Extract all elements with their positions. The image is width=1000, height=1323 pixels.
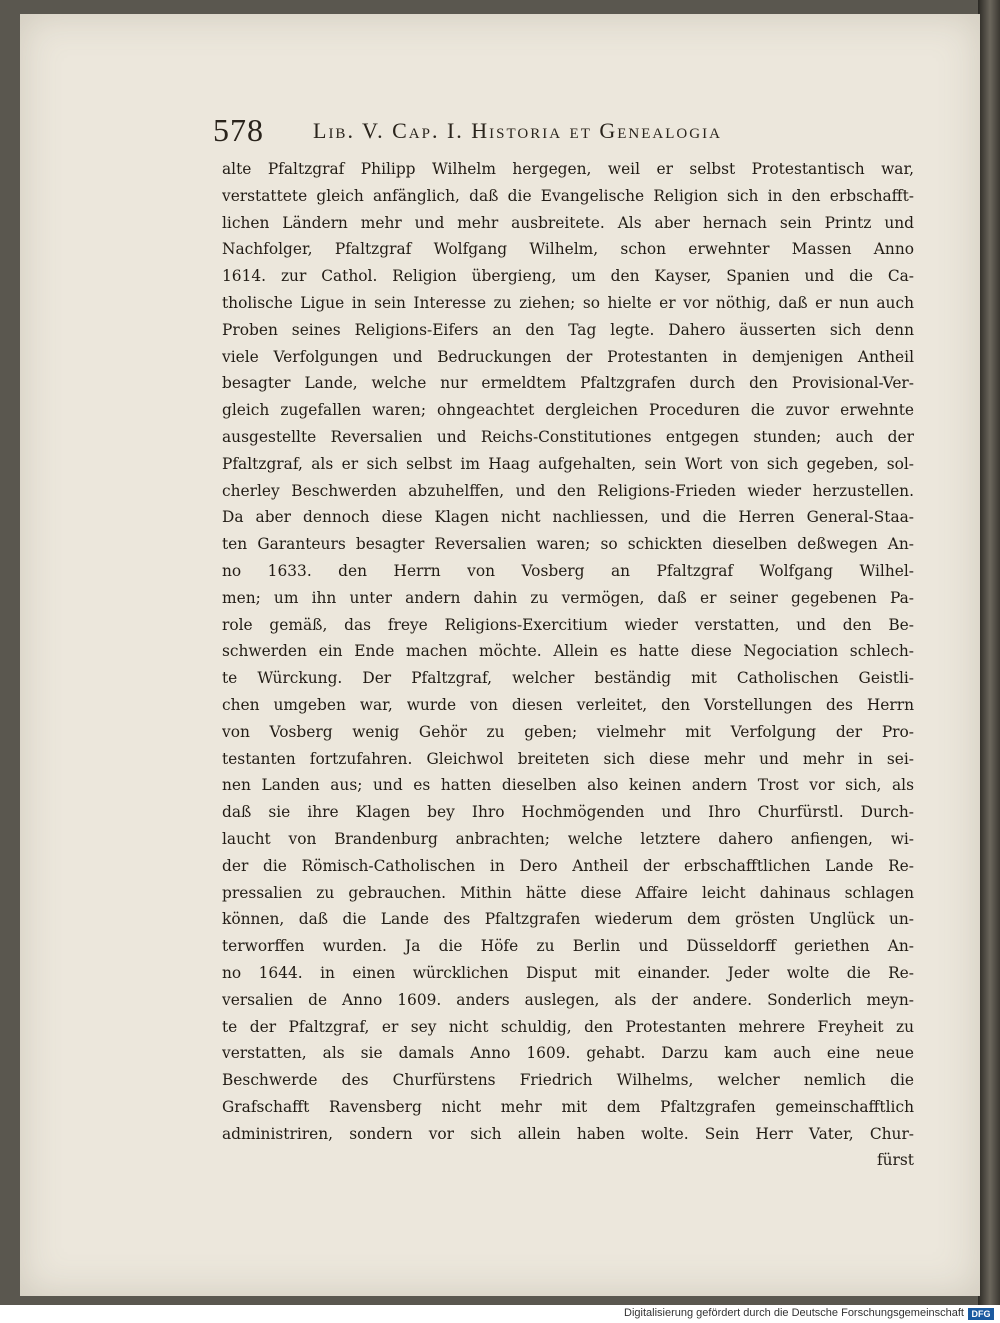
text-line: der die Römisch-Catholischen in Dero Antheil der erbschafftlichen Lande Re- [222, 856, 914, 875]
text-line: daß sie ihre Klagen bey Ihro Hochmögenden und Ihro Churfürstl. Durch- [222, 803, 914, 822]
text-line: von Vosberg wenig Gehör zu geben; vielmehr mit Verfolgung der Pro- [222, 722, 914, 741]
page-number: 578 [213, 112, 264, 148]
text-line: Pfaltzgraf, als er sich selbst im Haag aufgehalten, sein Wort von sich gegeben, sol- [222, 454, 914, 473]
text-line: verstattete gleich anfänglich, daß die Evangelische Religion sich in den erbschafft- [222, 186, 914, 205]
text-line: no 1644. in einen würcklichen Disput mit einander. Jeder wolte die Re- [222, 963, 914, 982]
text-line: pressalien zu gebrauchen. Mithin hätte diese Affaire leicht dahinaus schlagen [222, 883, 914, 902]
text-line: chen umgeben war, wurde von diesen verleitet, den Vorstellungen des Herrn [222, 695, 914, 714]
page-header [213, 112, 933, 152]
text-line: te Würckung. Der Pfaltzgraf, welcher beständig mit Catholischen Geistli- [222, 669, 914, 688]
text-line: viele Verfolgungen und Bedruckungen der Protestanten in demjenigen Antheil [222, 347, 914, 366]
text-line: gleich zugefallen waren; ohngeachtet dergleichen Proceduren die zuvor erwehnte [222, 401, 914, 420]
text-line: role gemäß, das freye Religions-Exercitium wieder verstatten, und den Be- [222, 615, 914, 634]
text-line: ausgestellte Reversalien und Reichs-Constitutiones entgegen stunden; auch der [222, 427, 914, 446]
text-line: laucht von Brandenburg anbrachten; welche letztere dahero anfiengen, wi- [222, 829, 914, 848]
text-line: können, daß die Lande des Pfaltzgrafen wiederum dem grösten Unglück un- [222, 910, 914, 929]
text-line: administriren, sondern vor sich allein haben wolte. Sein Herr Vater, Chur- [222, 1124, 914, 1143]
text-line: Grafschafft Ravensberg nicht mehr mit dem Pfaltzgrafen gemeinschafftlich [222, 1097, 914, 1116]
text-line: tholische Ligue in sein Interesse zu ziehen; so hielte er vor nöthig, daß er nun auch [222, 293, 914, 312]
text-line: besagter Lande, welche nur ermeldtem Pfaltzgrafen durch den Provisional-Ver- [222, 374, 914, 393]
text-line: alte Pfaltzgraf Philipp Wilhelm hergegen, weil er selbst Protestantisch war, [222, 160, 914, 178]
text-line: nen Landen aus; und es hatten dieselben also keinen andern Trost vor sich, als [222, 776, 914, 795]
text-line: lichen Ländern mehr und mehr ausbreitete. Als aber hernach sein Printz und [222, 213, 914, 232]
text-line: terworffen wurden. Ja die Höfe zu Berlin und Düsseldorff geriethen An- [222, 937, 914, 956]
text-line: men; um ihn unter andern dahin zu vermögen, daß er seiner gegebenen Pa- [222, 588, 914, 607]
dfg-logo-icon: DFG [968, 1308, 994, 1320]
text-line: 1614. zur Cathol. Religion übergieng, um den Kayser, Spanien und die Ca- [222, 267, 914, 286]
text-line: ten Garanteurs besagter Reversalien waren; so schickten dieselben deßwegen An- [222, 535, 914, 554]
funding-credit: Digitalisierung gefördert durch die Deutsche Forschungsgemeinschaft [624, 1307, 964, 1319]
text-line: no 1633. den Herrn von Vosberg an Pfaltzgraf Wolfgang Wilhel- [222, 561, 914, 580]
text-line: Nachfolger, Pfaltzgraf Wolfgang Wilhelm, schon erwehnter Massen Anno [222, 240, 914, 259]
text-line: cherley Beschwerden abzuhelffen, und den Religions-Frieden wieder herzustellen. [222, 481, 914, 500]
text-line: versalien de Anno 1609. anders auslegen, als der andere. Sonderlich meyn- [222, 990, 914, 1009]
text-line: Proben seines Religions-Eifers an den Tag legte. Dahero äusserten sich denn [222, 320, 914, 339]
text-line: Da aber dennoch diese Klagen nicht nachliessen, und die Herren General-Staa- [222, 508, 914, 527]
text-line: Beschwerde des Churfürstens Friedrich Wilhelms, welcher nemlich die [222, 1071, 914, 1090]
body-text [222, 156, 914, 1174]
running-head: Lib. V. Cap. I. Historia et Genealogia [313, 118, 722, 143]
text-line: te der Pfaltzgraf, er sey nicht schuldig, den Protestanten mehrere Freyheit zu [222, 1017, 914, 1036]
footer-bar [0, 1305, 1000, 1323]
text-line: verstatten, als sie damals Anno 1609. gehabt. Darzu kam auch eine neue [222, 1044, 914, 1063]
text-line: fürst [876, 1151, 914, 1170]
book-edge-shadow [978, 0, 1000, 1305]
text-line: testanten fortzufahren. Gleichwol breiteten sich diese mehr und mehr in sei- [222, 749, 914, 768]
text-line: schwerden ein Ende machen möchte. Allein es hatte diese Negociation schlech- [222, 642, 914, 661]
